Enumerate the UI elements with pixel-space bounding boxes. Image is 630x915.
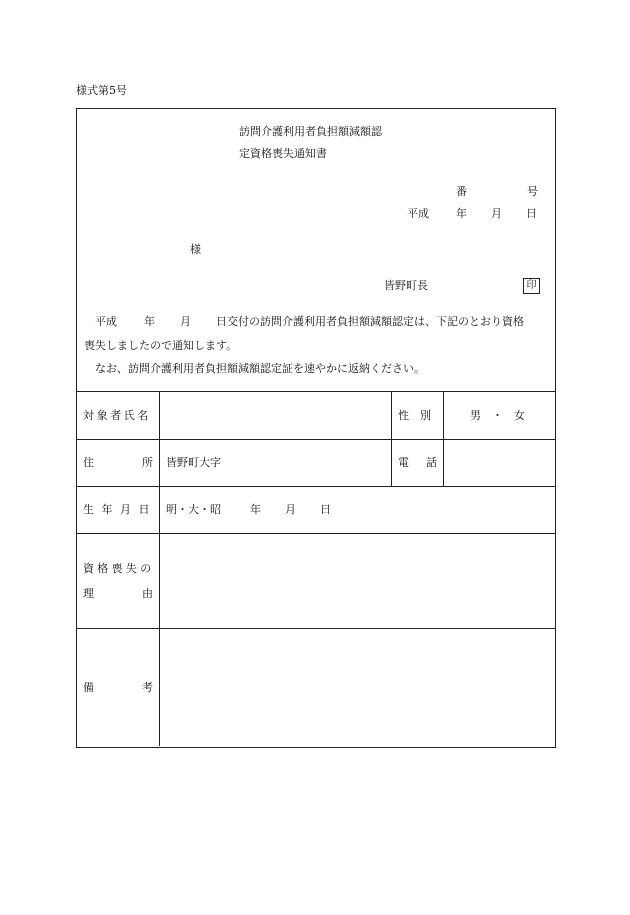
body-text-line-3: なお、訪問介護利用者負担額減額認定証を速やかに返納ください。: [95, 362, 425, 375]
reason-label-2b: 由: [142, 587, 153, 600]
addressee-suffix: 様: [190, 243, 201, 256]
phone-label-2: 話: [426, 456, 437, 469]
gender-options: 男 ・ 女: [470, 409, 525, 422]
body-text-line-1: 日交付の訪問介護利用者負担額減額認定は、下記のとおり資格: [216, 315, 524, 328]
seal-mark: 印: [523, 278, 540, 294]
date-month: 月: [491, 207, 502, 220]
address-label-1: 住: [83, 456, 94, 469]
row-rule: [76, 628, 556, 629]
number-label: 番: [456, 185, 467, 198]
body-year: 年: [144, 315, 155, 328]
birth-label: 生年月日: [83, 503, 157, 516]
form-frame: [76, 108, 556, 748]
body-text-line-2: 喪失しましたので通知します。: [84, 339, 238, 352]
row-rule: [76, 533, 556, 534]
birth-era-options: 明・大・昭: [166, 503, 221, 516]
birth-year: 年: [250, 503, 261, 516]
table-top-rule: [76, 391, 556, 392]
address-label-2: 所: [142, 456, 153, 469]
gender-label: 性 別: [398, 409, 431, 422]
body-era: 平成: [95, 315, 117, 328]
date-year: 年: [456, 207, 467, 220]
reason-label-1: 資格喪失の: [83, 562, 155, 575]
birth-month: 月: [285, 503, 296, 516]
remarks-label-2: 考: [142, 681, 153, 694]
birth-day: 日: [320, 503, 331, 516]
title-line-1: 訪問介護利用者負担額減額認: [239, 125, 382, 138]
reason-label-2a: 理: [83, 587, 94, 600]
date-day: 日: [526, 207, 537, 220]
label-column-rule: [159, 391, 160, 746]
phone-label-1: 電: [398, 456, 409, 469]
address-value: 皆野町大字: [166, 456, 221, 469]
issuer-name: 皆野町長: [384, 279, 428, 292]
form-number: 様式第5号: [76, 84, 127, 97]
row-rule: [76, 486, 556, 487]
date-era: 平成: [407, 207, 429, 220]
remarks-label-1: 備: [83, 681, 94, 694]
number-suffix: 号: [527, 185, 538, 198]
row-rule: [76, 439, 556, 440]
name-label: 対象者氏名: [83, 409, 151, 422]
title-line-2: 定資格喪失通知書: [239, 147, 327, 160]
mid-column-rule: [391, 391, 392, 486]
mid-column-rule: [443, 391, 444, 486]
body-month: 月: [180, 315, 191, 328]
